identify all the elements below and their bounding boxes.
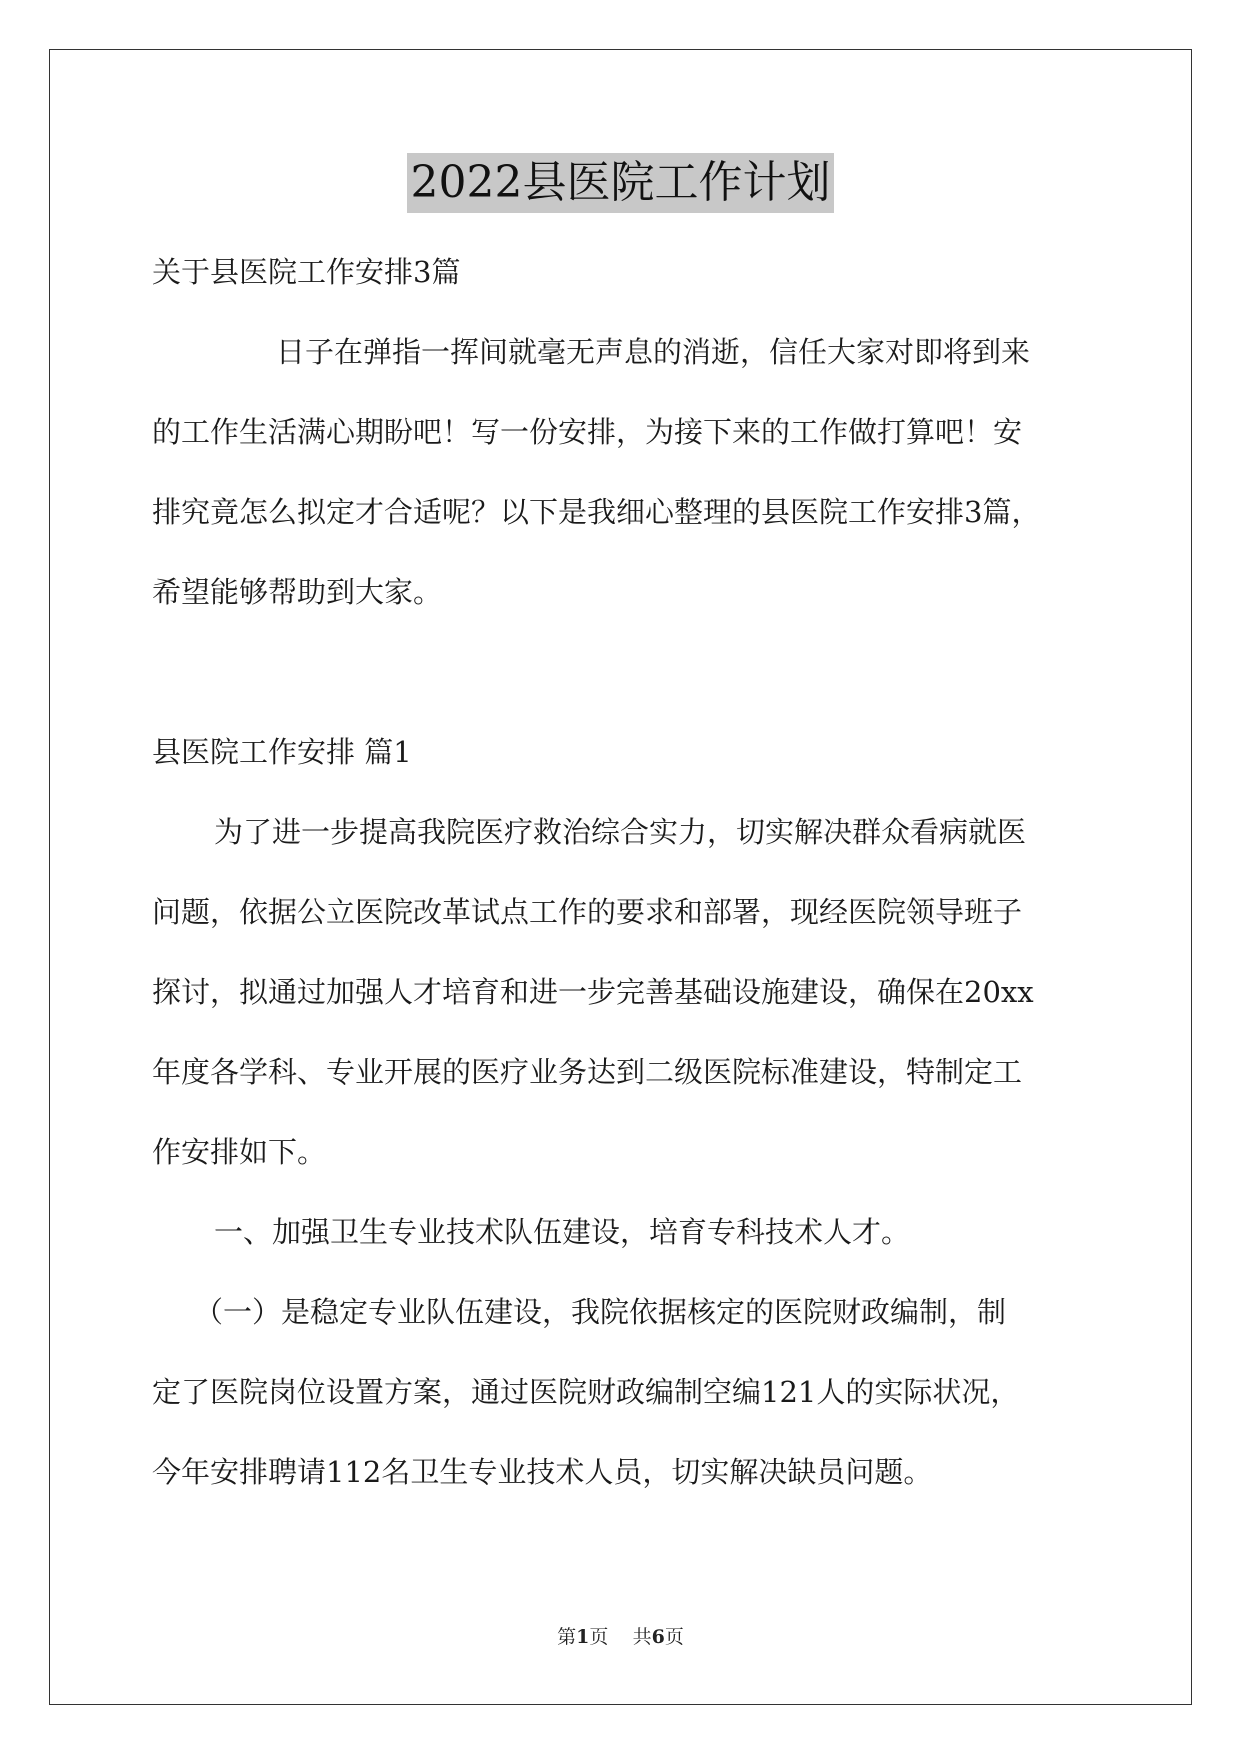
intro-line: 的工作生活满心期盼吧！写一份安排，为接下来的工作做打算吧！安: [152, 415, 1023, 449]
subtitle: 关于县医院工作安排3篇: [152, 255, 461, 289]
document-title: 2022县医院工作计划: [407, 153, 835, 213]
sub-paragraph-line: 定了医院岗位设置方案，通过医院财政编制空编121人的实际状况，: [152, 1375, 1020, 1409]
total-prefix: 共: [632, 1626, 652, 1648]
page-prefix: 第: [557, 1626, 577, 1648]
intro-line: 日子在弹指一挥间就毫无声息的消逝，信任大家对即将到来: [276, 335, 1031, 369]
paragraph-line: 年度各学科、专业开展的医疗业务达到二级医院标准建设，特制定工: [152, 1055, 1023, 1089]
document-body: [152, 232, 1102, 1512]
intro-line: 排究竟怎么拟定才合适呢？以下是我细心整理的县医院工作安排3篇，: [152, 495, 1041, 529]
page-footer: [0, 1622, 1241, 1649]
title-container: [0, 153, 1241, 213]
paragraph-line: 作安排如下。: [152, 1135, 327, 1169]
intro-line: 希望能够帮助到大家。: [152, 575, 443, 609]
sub-paragraph-line: 今年安排聘请112名卫生专业技术人员，切实解决缺员问题。: [152, 1455, 933, 1489]
sub-paragraph-line: （一）是稳定专业队伍建设，我院依据核定的医院财政编制，制: [194, 1295, 1007, 1329]
point-heading: 一、加强卫生专业技术队伍建设，培育专科技术人才。: [214, 1215, 911, 1249]
paragraph-line: 为了进一步提高我院医疗救治综合实力，切实解决群众看病就医: [214, 815, 1027, 849]
total-pages: 6: [651, 1626, 665, 1648]
paragraph-line: 问题，依据公立医院改革试点工作的要求和部署，现经医院领导班子: [152, 895, 1023, 929]
section-heading: 县医院工作安排 篇1: [152, 735, 412, 769]
page-suffix: 页: [589, 1626, 609, 1648]
total-suffix: 页: [664, 1626, 684, 1648]
paragraph-line: 探讨，拟通过加强人才培育和进一步完善基础设施建设，确保在20xx: [152, 975, 1034, 1009]
page-number: 1: [576, 1626, 590, 1648]
